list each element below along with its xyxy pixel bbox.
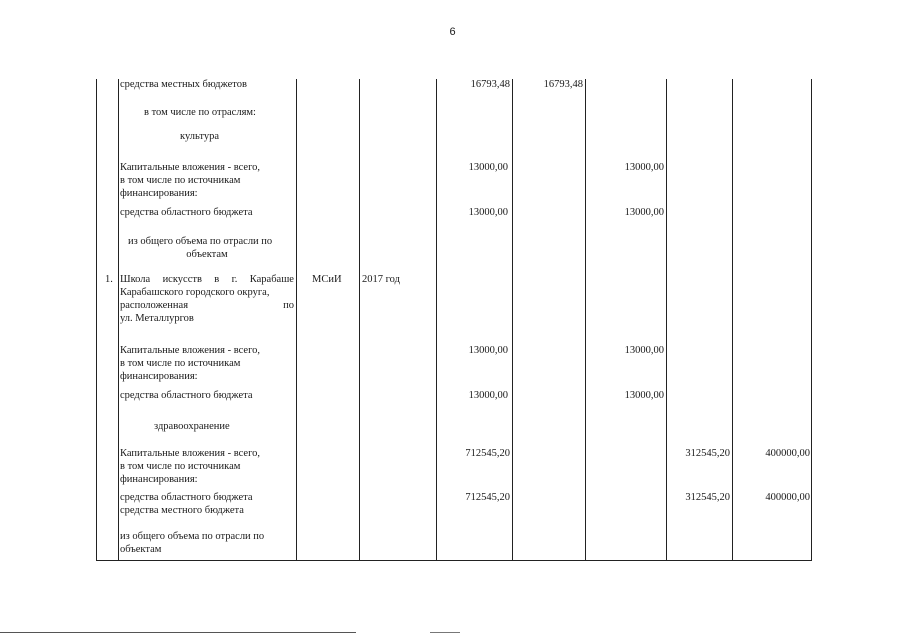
cell-value: 16793,48: [543, 79, 583, 90]
table-border-bottom: [96, 560, 812, 561]
cell-value: 13000,00: [468, 162, 508, 173]
object-name-word: Школа: [120, 274, 151, 285]
cell-value: 13000,00: [468, 390, 508, 401]
object-name-word: по: [283, 300, 294, 311]
row-label: средства областного бюджета: [120, 207, 253, 218]
row-label: объектам: [120, 544, 162, 555]
cell-value: 712545,20: [465, 492, 510, 503]
sector-heading: культура: [180, 131, 219, 142]
cell-value: 400000,00: [765, 448, 810, 459]
row-label: Капитальные вложения - всего,: [120, 448, 260, 459]
cell-value: 13000,00: [624, 207, 664, 218]
object-name-line: [120, 274, 294, 286]
column-divider: [666, 79, 667, 561]
object-name-line: [120, 300, 294, 312]
cell-value: 400000,00: [765, 492, 810, 503]
cell-value: 312545,20: [685, 448, 730, 459]
row-label: средства местного бюджета: [120, 505, 244, 516]
object-name-line: ул. Металлургов: [120, 313, 194, 324]
table-border-left: [96, 79, 97, 561]
column-divider: [585, 79, 586, 561]
object-name-word: г.: [231, 274, 238, 285]
footer-rule: [430, 632, 460, 633]
object-name-word: в: [214, 274, 220, 285]
row-label: Капитальные вложения - всего,: [120, 345, 260, 356]
cell-value: 13000,00: [624, 390, 664, 401]
completion-year: 2017 год: [362, 274, 400, 285]
cell-value: 13000,00: [624, 345, 664, 356]
row-label: финансирования:: [120, 474, 198, 485]
cell-value: 13000,00: [624, 162, 664, 173]
row-label: Капитальные вложения - всего,: [120, 162, 260, 173]
object-name-word: Карабаше: [249, 274, 294, 285]
row-label: в том числе по источникам: [120, 175, 241, 186]
row-label: средства областного бюджета: [120, 390, 253, 401]
column-divider: [359, 79, 360, 561]
row-label: из общего объема по отрасли по: [128, 236, 273, 247]
column-divider: [296, 79, 297, 561]
row-label: средства областного бюджета: [120, 492, 253, 503]
page-number: 6: [449, 26, 456, 38]
cell-value: 13000,00: [468, 345, 508, 356]
cell-value: 712545,20: [465, 448, 510, 459]
object-name-line: Карабашского городского округа,: [120, 287, 270, 298]
section-subtitle: в том числе по отраслям:: [144, 107, 256, 118]
column-divider: [512, 79, 513, 561]
footer-rule: [0, 632, 356, 633]
row-label: средства местных бюджетов: [120, 79, 247, 90]
row-label: в том числе по источникам: [120, 461, 241, 472]
cell-value: 16793,48: [470, 79, 510, 90]
column-divider: [732, 79, 733, 561]
object-number: 1.: [105, 274, 113, 285]
object-name-word: искусств: [162, 274, 202, 285]
column-divider: [118, 79, 119, 561]
sector-heading: здравоохранение: [154, 421, 230, 432]
table-border-right: [811, 79, 812, 561]
cell-value: 13000,00: [468, 207, 508, 218]
object-name-word: расположенная: [120, 300, 189, 311]
row-label: из общего объема по отрасли по: [120, 531, 265, 542]
responsible-body: МСиИ: [312, 274, 342, 285]
column-divider: [436, 79, 437, 561]
budget-table: [96, 79, 812, 561]
cell-value: 312545,20: [685, 492, 730, 503]
row-label: в том числе по источникам: [120, 358, 241, 369]
row-label: объектам: [186, 249, 228, 260]
row-label: финансирования:: [120, 371, 198, 382]
row-label: финансирования:: [120, 188, 198, 199]
